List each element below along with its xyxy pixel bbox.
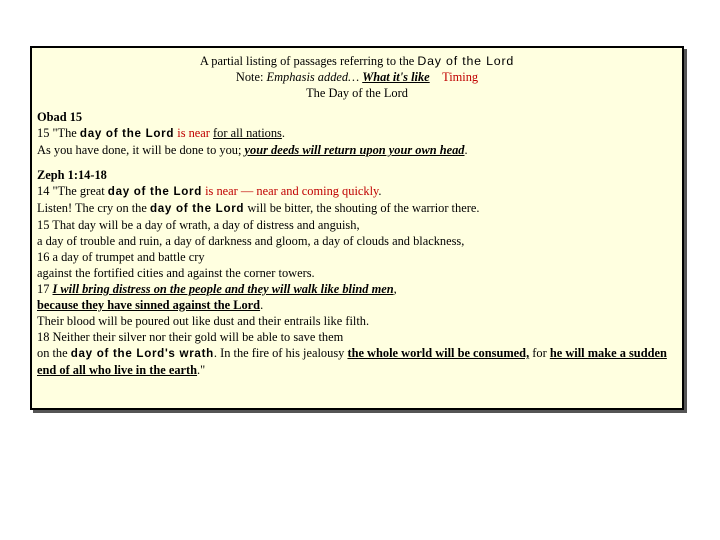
obad-reference: Obad 15 [37, 110, 83, 124]
legend-what-its-like: What it's like [362, 70, 430, 84]
zeph-line-16: 16 a day of trumpet and battle cry [37, 250, 205, 264]
zeph-line-17: 17 I will bring distress on the people and they will walk like blind men, [37, 282, 397, 296]
zeph-line-18: 18 Neither their silver nor their gold will be able to save them [37, 330, 344, 344]
zeph-line-15: 15 That day will be a day of wrath, a day of distress and anguish, [37, 218, 360, 232]
passage-header [32, 53, 682, 101]
zeph-line-15b: a day of trouble and ruin, a day of darkness and gloom, a day of clouds and blackness, [37, 234, 465, 248]
header-note-line: Note: Emphasis added… What it's like Timing [235, 70, 479, 84]
passage-box [30, 46, 684, 410]
zeph-line-17c: Their blood will be poured out like dust and their entrails like filth. [37, 314, 370, 328]
zeph-line-17b: because they have sinned against the Lord. [37, 298, 264, 312]
zeph-line-16b: against the fortified cities and against the corner towers. [37, 266, 315, 280]
zeph-line-14: 14 "The great day of the Lord is near — near and coming quickly. [37, 184, 382, 198]
zeph-line-listen: Listen! The cry on the day of the Lord will be bitter, the shouting of the warrior there. [37, 201, 480, 215]
obad-line-2: As you have done, it will be done to you; your deeds will return upon your own head. [37, 143, 468, 157]
zeph-reference: Zeph 1:14-18 [37, 168, 107, 182]
passage-body [32, 101, 682, 378]
header-line-1: A partial listing of passages referring to the Day of the Lord [199, 54, 515, 68]
zeph-line-18b: on the day of the Lord's wrath. In the fire of his jealousy the whole world will be consumed, for he will make a sudden end of all who live in the earth." [37, 346, 667, 377]
obad-line-1: 15 "The day of the Lord is near for all nations. [37, 126, 285, 140]
header-line-3: The Day of the Lord [306, 86, 408, 100]
legend-timing: Timing [442, 70, 479, 84]
